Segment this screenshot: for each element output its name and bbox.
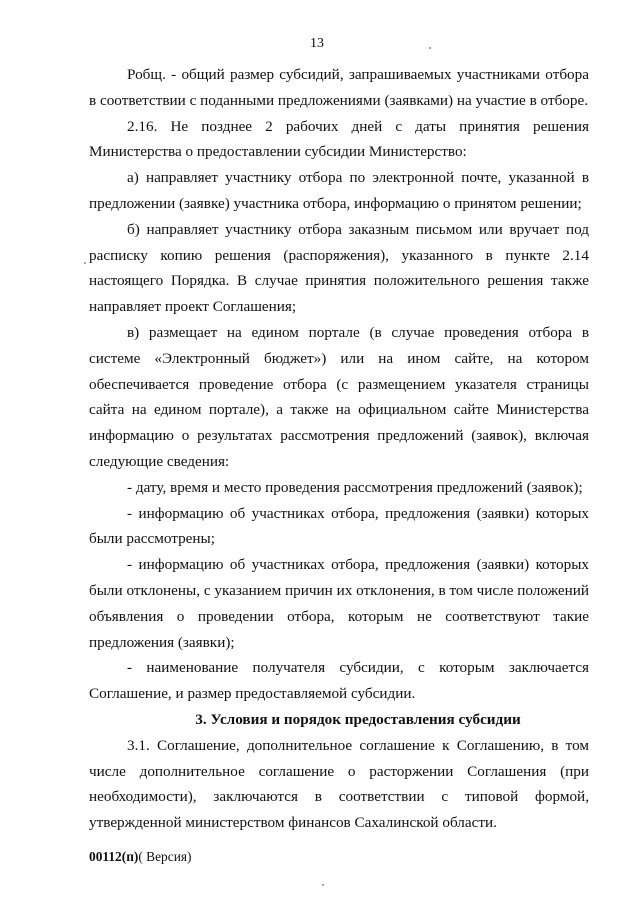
paragraph-3-1: 3.1. Соглашение, дополнительное соглашение к Соглашению, в том числе дополнительное соглашение о расторжении Соглашения (при необходимости), заключаются в соответствии с типовой формой, утвержденной министерством финансов Сахалинской области. bbox=[89, 736, 589, 832]
list-item-reviewed-participants: - информацию об участниках отбора, предложения (заявки) которых были рассмотрены; bbox=[89, 504, 589, 548]
list-item-recipient-name: - наименование получателя субсидии, с которым заключается Соглашение, и размер предоставляемой субсидии. bbox=[89, 659, 589, 703]
paragraph-2-16: 2.16. Не позднее 2 рабочих дней с даты принятия решения Министерства о предоставлении субсидии Министерство: bbox=[89, 117, 589, 161]
section-heading: 3. Условия и порядок предоставления субсидии bbox=[195, 710, 521, 728]
list-item-rejected-participants: - информацию об участниках отбора, предложения (заявки) которых были отклонены, с указанием причин их отклонения, в том числе положений объявления о проведении отбора, которым не соответствуют такие предложения (заявки); bbox=[89, 556, 589, 651]
scan-speck bbox=[429, 47, 431, 49]
footer-code-number: 00112(п) bbox=[89, 849, 139, 864]
paragraph-2-16-a: а) направляет участнику отбора по электронной почте, указанной в предложении (заявке) участника отбора, информацию о принятом решении; bbox=[89, 169, 589, 212]
list-item-date-time-place: - дату, время и место проведения рассмотрения предложений (заявок); bbox=[127, 478, 583, 496]
paragraph-robsch-definition: Робщ. - общий размер субсидий, запрашиваемых участниками отбора в соответствии с поданными предложениями (заявками) на участие в отборе. bbox=[89, 66, 589, 109]
document-footer-code bbox=[89, 849, 191, 865]
paragraph-2-16-v: в) размещает на едином портале (в случае проведения отбора в системе «Электронный бюджет») или на ином сайте, на котором обеспечивается проведение отбора (с размещением указателя страницы сайта на едином портале), а также на официальном сайте Министерства информацию о результатах рассмотрения предложений (заявок), включая следующие сведения: bbox=[89, 323, 589, 470]
paragraph-2-16-b: б) направляет участнику отбора заказным письмом или вручает под расписку копию решения (распоряжения), указанного в пункте 2.14 настоящего Порядка. В случае принятия положительного решения также направляет проект Соглашения; bbox=[89, 220, 589, 316]
page-number: 13 bbox=[310, 36, 324, 51]
document-body bbox=[89, 62, 589, 836]
scan-speck bbox=[84, 262, 86, 264]
scan-speck bbox=[322, 884, 324, 886]
footer-version: ( Версия) bbox=[138, 849, 192, 864]
